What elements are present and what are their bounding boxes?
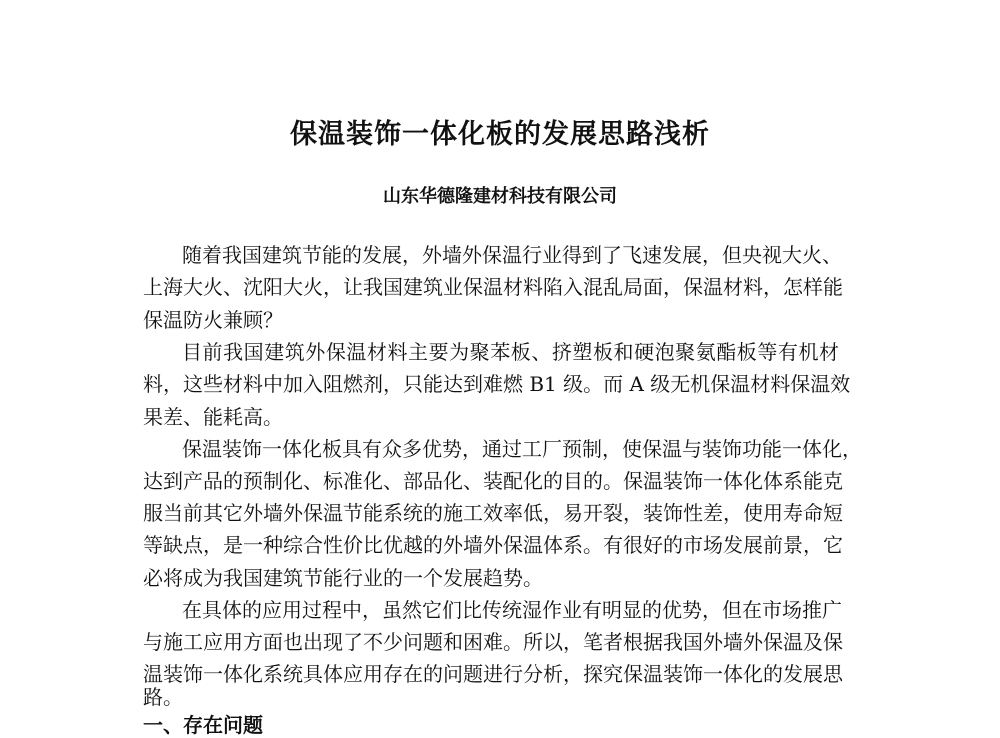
paragraph-line: 路。 <box>143 685 183 709</box>
paragraph-line: 与施工应用方面也出现了不少问题和困难。所以，笔者根据我国外墙外保温及保 <box>143 630 843 654</box>
paragraph-line: 保温防火兼顾？ <box>143 308 283 332</box>
paragraph-line: 料，这些材料中加入阻燃剂，只能达到难燃 B1 级。而 A 级无机保温材料保温效 <box>143 372 851 396</box>
paragraph-line: 在具体的应用过程中，虽然它们比传统湿作业有明显的优势，但在市场推广 <box>182 598 842 622</box>
paragraph-line: 保温装饰一体化板具有众多优势，通过工厂预制，使保温与装饰功能一体化， <box>182 437 862 461</box>
article-title: 保温装饰一体化板的发展思路浅析 <box>290 119 710 150</box>
paragraph-line: 等缺点，是一种综合性价比优越的外墙外保温体系。有很好的市场发展前景，它 <box>143 533 843 557</box>
paragraph-line: 温装饰一体化系统具体应用存在的问题进行分析，探究保温装饰一体化的发展思 <box>143 662 843 686</box>
paragraph-line: 必将成为我国建筑节能行业的一个发展趋势。 <box>143 566 543 590</box>
paragraph-line: 随着我国建筑节能的发展，外墙外保温行业得到了飞速发展，但央视大火、 <box>182 243 842 267</box>
paragraph-line: 达到产品的预制化、标准化、部品化、装配化的目的。保温装饰一体化体系能克 <box>143 469 843 493</box>
paragraph-line: 目前我国建筑外保温材料主要为聚苯板、挤塑板和硬泡聚氨酯板等有机材 <box>182 340 839 364</box>
paragraph-line: 上海大火、沈阳大火，让我国建筑业保温材料陷入混乱局面，保温材料，怎样能 <box>143 275 843 299</box>
article-author: 山东华德隆建材科技有限公司 <box>383 186 617 207</box>
paragraph-line: 果差、能耗高。 <box>143 405 283 429</box>
paragraph-line: 服当前其它外墙外保温节能系统的施工效率低，易开裂，装饰性差，使用寿命短 <box>143 501 843 525</box>
section-heading: 一、存在问题 <box>143 713 263 737</box>
